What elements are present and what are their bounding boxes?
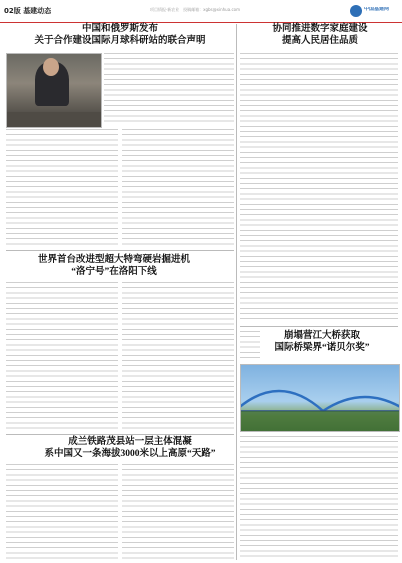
article-body <box>122 129 234 246</box>
section-divider <box>6 434 234 435</box>
logo-icon <box>350 5 362 17</box>
article-body <box>6 282 118 432</box>
article-body <box>6 129 118 246</box>
article-body <box>6 464 118 560</box>
section-name: 基建动态 <box>23 7 52 15</box>
section-divider <box>6 250 234 251</box>
bridge-photo <box>240 364 400 432</box>
column-divider <box>236 24 237 560</box>
article-body <box>240 53 398 323</box>
section-divider <box>240 326 398 327</box>
article-title: 成兰铁路茂县站一层主体混凝 系中国又一条海拔3000米以上高原“天路” <box>44 437 216 459</box>
article-body <box>240 436 398 560</box>
header-center-text: 项目情报·新农业 投稿邮箱：xgbs@xinhua.com <box>150 7 240 12</box>
page-number: 02版 基建动态 <box>4 7 52 15</box>
site-logo: 中国基建网 <box>350 4 398 18</box>
news-photo <box>6 53 102 128</box>
article-title: 中国和俄罗斯发布 关于合作建设国际月球科研站的联合声明 <box>34 24 206 46</box>
article-body <box>122 282 234 432</box>
article-title: 崩塌营江大桥获取 国际桥梁界“诺贝尔奖” <box>274 331 370 353</box>
article-title: 协同推进数字家庭建设 提高人民居住品质 <box>272 24 368 46</box>
header-email: 投稿邮箱：xgbs@xinhua.com <box>183 7 240 12</box>
article-body <box>122 464 234 560</box>
article-body <box>104 53 234 126</box>
article-title: 世界首台改进型超大特弯硬岩掘进机 “洛宁号”在洛阳下线 <box>37 255 190 277</box>
article-body <box>240 331 260 361</box>
